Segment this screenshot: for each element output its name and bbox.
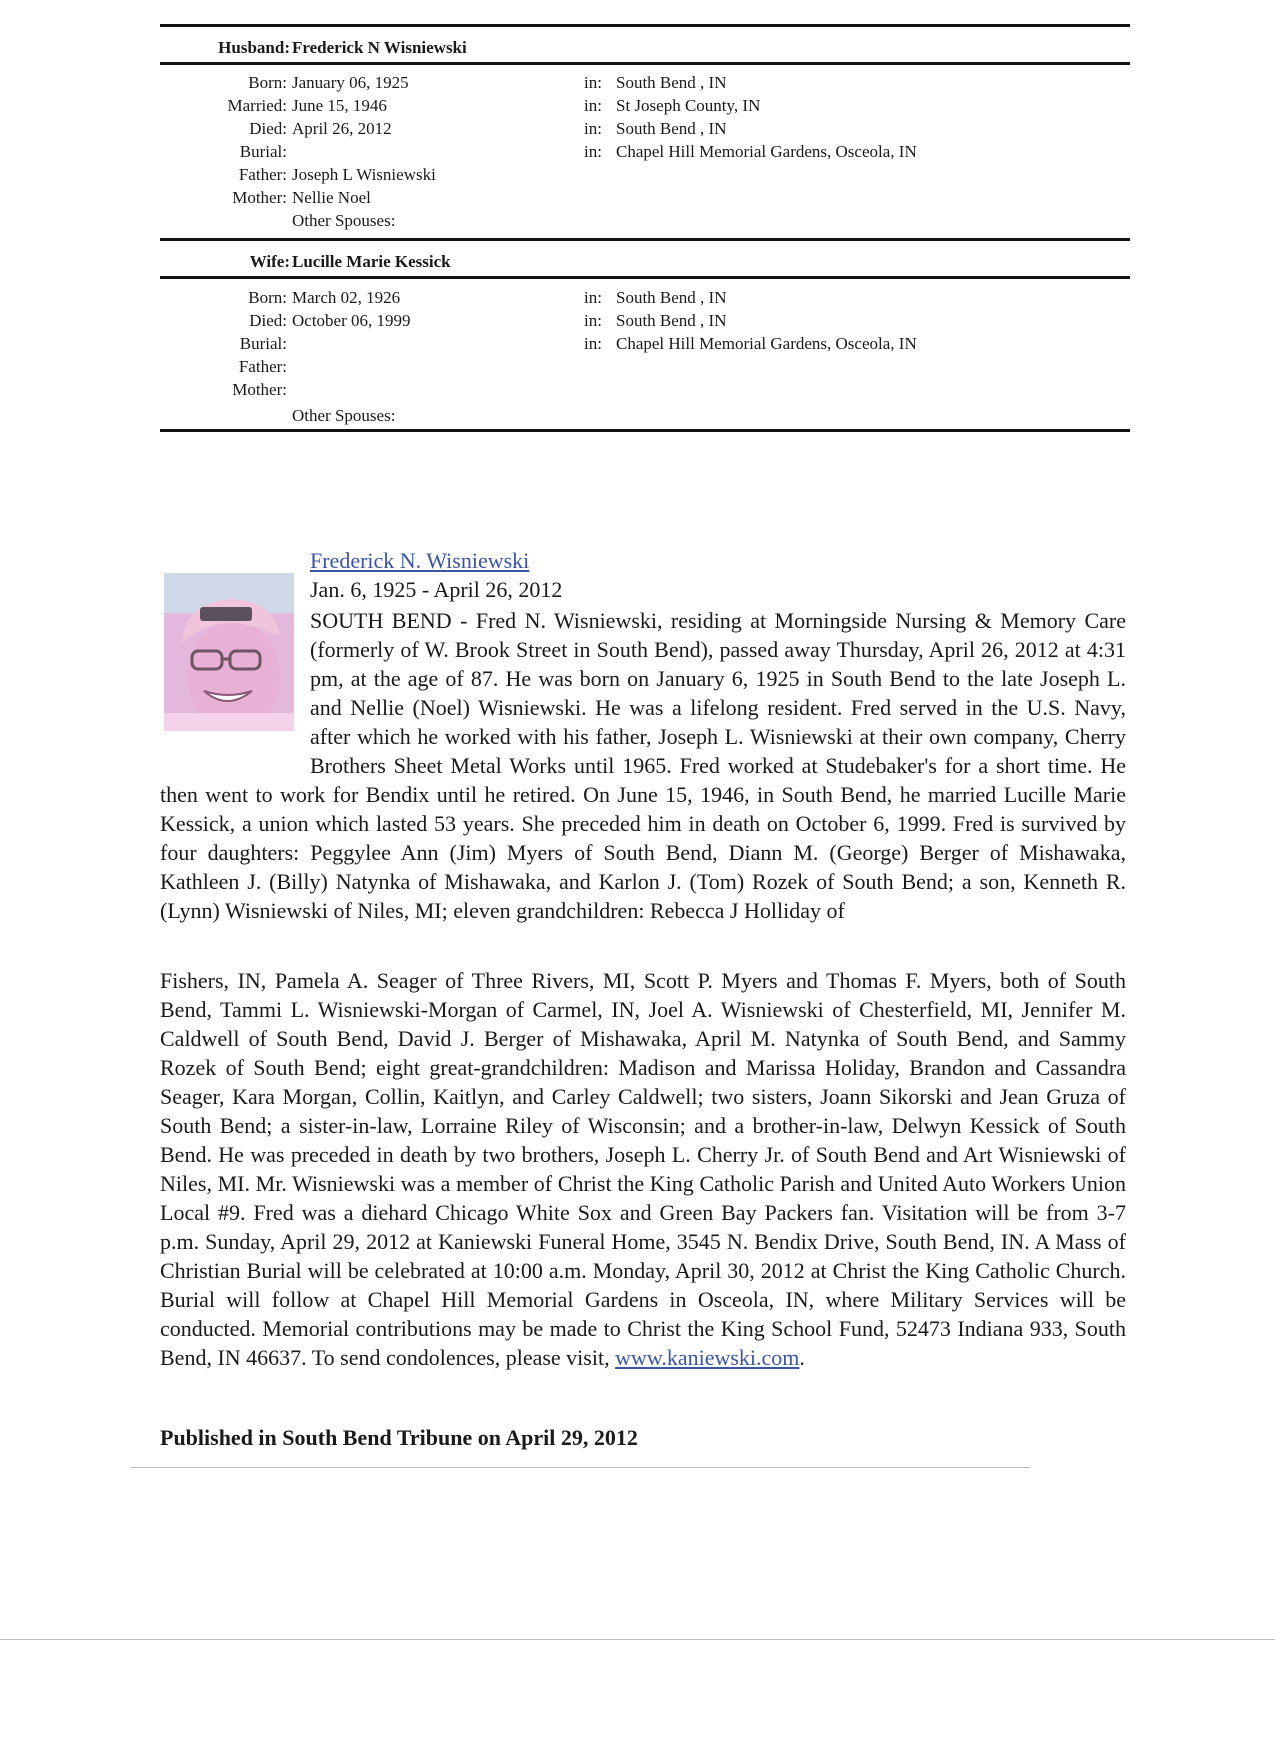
field-place: South Bend , IN [616,288,727,307]
field-place: South Bend , IN [616,119,727,138]
obituary-text-part2: Fishers, IN, Pamela A. Seager of Three Rivers, MI, Scott P. Myers and Thomas F. Myers, both of South Bend, Tammi L. Wisniewski-Morgan of Carmel, IN, Joel A. Wisniewski of Chesterfield, MI, Jennifer M. Caldwell of South Bend, David J. Berger of Mishawaka, April M. Natynka of South Bend, and Sammy Rozek of South Bend; eight great-grandchildren: Madison and Marissa Holiday, Brandon and Cassandra Seager, Kara Morgan, Collin, Kaitlyn, and Carley Caldwell; two sisters, Joann Sikorski and Jean Gruza of South Bend; a sister-in-law, Lorraine Riley of Wisconsin; and a brother-in-law, Delwyn Kessick of South Bend. He was preceded in death by two brothers, Joseph L. Cherry Jr. of South Bend and Art Wisniewski of Niles, MI. Mr. Wisniewski was a member of Christ the King Catholic Parish and United Auto Workers Union Local #9. Fred was a diehard Chicago White Sox and Green Bay Packers fan. Visitation will be from 3-7 p.m. Sunday, April 29, 2012 at Kaniewski Funeral Home, 3545 N. Bendix Drive, South Bend, IN. A Mass of Christian Burial will be celebrated at 10:00 a.m. Monday, April 30, 2012 at Christ the King Catholic Church. Burial will follow at Chapel Hill Memorial Gardens in Osceola, IN, where Military Services will be conducted. Memorial contributions may be made to Christ the King School Fund, 52473 Indiana 933, South Bend, IN 46637. To send condolences, please visit, [160,968,1126,1370]
obituary-paragraph-1 [160,606,1126,966]
husband-mother-row [160,188,1130,211]
husband-other-spouses: Other Spouses: [292,211,396,230]
husband-born-row [160,73,1130,96]
field-label: Died: [249,119,287,138]
field-place: St Joseph County, IN [616,96,761,115]
field-label: Born: [248,288,287,307]
field-label: Married: [227,96,287,115]
scan-line-1 [130,1467,1030,1468]
wife-top-rule [160,238,1130,241]
field-value: March 02, 1926 [292,288,401,307]
in-label: in: [584,96,602,115]
field-label: Father: [238,165,287,184]
in-label: in: [584,142,602,161]
wife-burial-row [160,334,1130,357]
field-value: June 15, 1946 [292,96,387,115]
link-suffix: . [799,1345,805,1370]
husband-married-row [160,96,1130,119]
in-label: in: [584,334,602,353]
in-label: in: [584,288,602,307]
published-line: Published in South Bend Tribune on April 29, 2012 [160,1425,638,1450]
field-value: October 06, 1999 [292,311,411,330]
field-value: April 26, 2012 [292,119,392,138]
in-label: in: [584,119,602,138]
photo-spacer [160,606,310,780]
husband-rule [160,62,1130,65]
wife-father-row [160,357,1130,380]
husband-label: Husband: [218,38,290,57]
wife-born-row [160,288,1130,311]
wife-rule [160,276,1130,279]
wife-died-row [160,311,1130,334]
top-rule [160,24,1130,27]
field-label: Father: [238,357,287,376]
field-place: Chapel Hill Memorial Gardens, Osceola, IN [616,142,917,161]
field-value: Nellie Noel [292,188,371,207]
field-label: Mother: [232,188,287,207]
field-place: Chapel Hill Memorial Gardens, Osceola, IN [616,334,917,353]
wife-other-spouses: Other Spouses: [292,406,396,425]
obituary-dates: Jan. 6, 1925 - April 26, 2012 [310,577,563,602]
husband-died-row [160,119,1130,142]
obituary-text-part1: SOUTH BEND - Fred N. Wisniewski, residing at Morningside Nursing & Memory Care (formerly of W. Brook Street in South Bend), passed away Thursday, April 26, 2012 at 4:31 pm, at the age of 87. He was born on January 6, 1925 in South Bend to the late Joseph L. and Nellie (Noel) Wisniewski. He was a lifelong resident. Fred served in the U.S. Navy, after which he worked with his father, Joseph L. Wisniewski at their own company, Cherry Brothers Sheet Metal Works until 1965. Fred worked at Studebaker's for a short time. He then went to work for Bendix until he retired. On June 15, 1946, in South Bend, he married Lucille Marie Kessick, a union which lasted 53 years. She preceded him in death on October 6, 1999. Fred is survived by four daughters: Peggylee Ann (Jim) Myers of South Bend, Diann M. (George) Berger of Mishawaka, Kathleen J. (Billy) Natynka of Mishawaka, and Karlon J. (Tom) Rozek of South Bend; a son, Kenneth R. (Lynn) Wisniewski of Niles, MI; eleven grandchildren: Rebecca J Holliday of [160,608,1126,923]
field-place: South Bend , IN [616,73,727,92]
field-label: Mother: [232,380,287,399]
field-label: Burial: [239,142,287,161]
scan-line-2 [0,1639,1275,1640]
wife-bottom-rule [160,429,1130,432]
husband-father-row [160,165,1130,188]
kaniewski-link[interactable]: www.kaniewski.com [615,1345,800,1370]
field-value: January 06, 1925 [292,73,409,92]
field-label: Died: [249,311,287,330]
obituary-name-link[interactable]: Frederick N. Wisniewski [310,548,530,573]
field-label: Burial: [239,334,287,353]
in-label: in: [584,73,602,92]
wife-mother-row [160,380,1130,403]
wife-name: Lucille Marie Kessick [292,252,451,271]
husband-burial-row [160,142,1130,165]
husband-name: Frederick N Wisniewski [292,38,467,57]
field-label: Born: [248,73,287,92]
wife-label: Wife: [249,252,290,271]
field-value: Joseph L Wisniewski [292,165,436,184]
obituary-paragraph-2 [160,966,1126,1372]
in-label: in: [584,311,602,330]
field-place: South Bend , IN [616,311,727,330]
